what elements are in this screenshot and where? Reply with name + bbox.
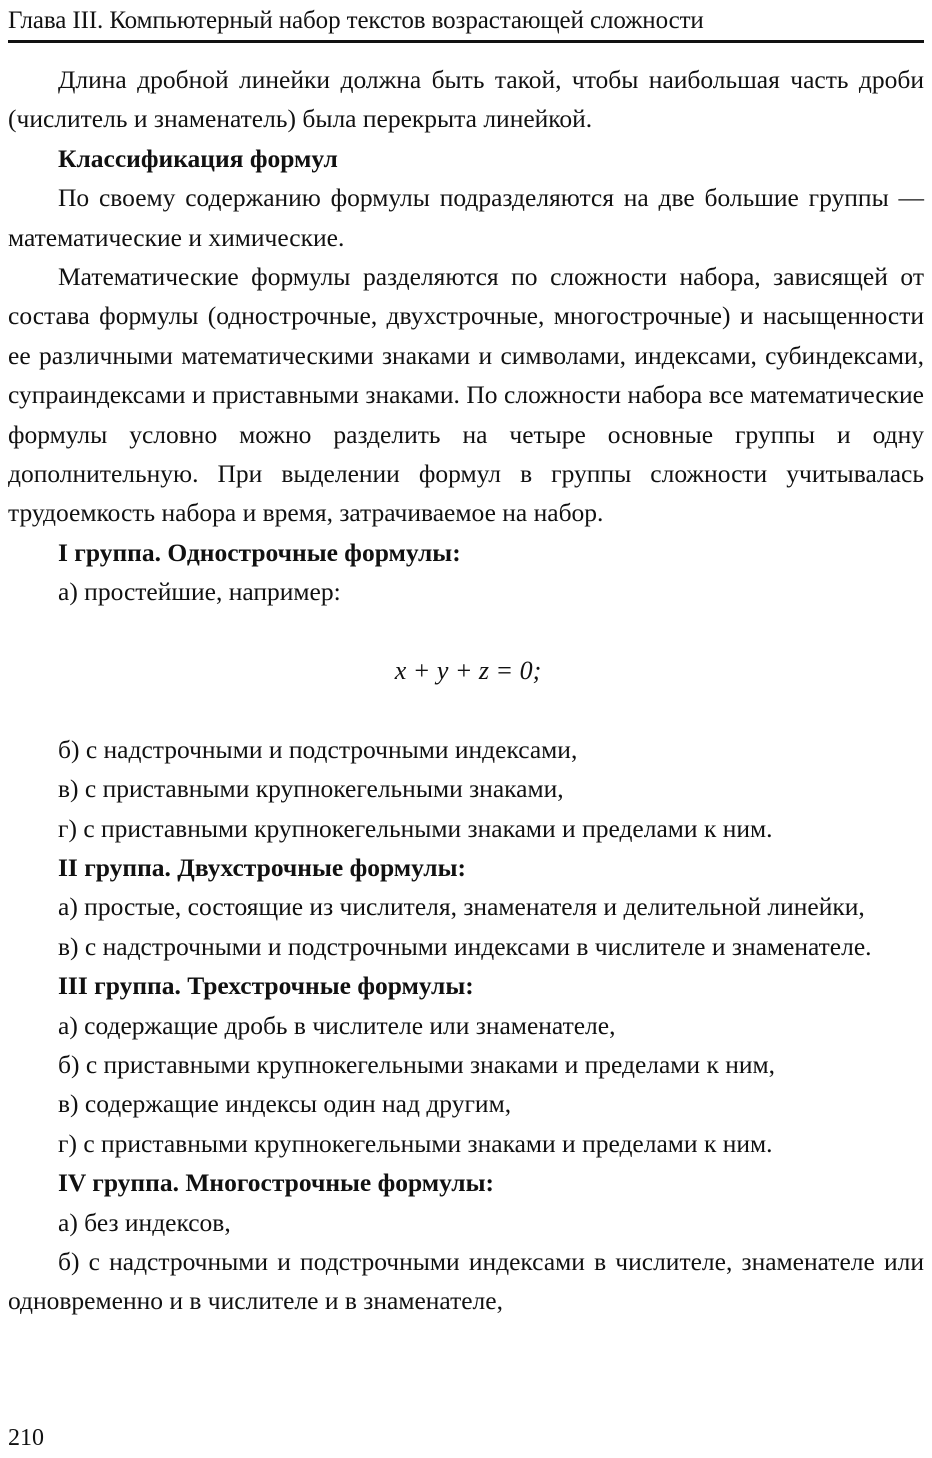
group-4-item-b: б) с надстрочными и подстрочными индексами в числителе, знаменателе или одновременно и в числителе и в знаменателе, — [8, 1246, 924, 1316]
group-3-item-g: г) с приставными крупнокегельными знаками и пределами к ним. — [58, 1128, 773, 1158]
group-3-item-v: в) содержащие индексы один над другим, — [58, 1089, 512, 1119]
group-3-item-a: а) содержащие дробь в числителе или знаменателе, — [58, 1010, 616, 1040]
paragraph-formula-groups: По своему содержанию формулы подразделяются на две большие группы — математические и химические. — [8, 183, 924, 252]
book-page — [8, 0, 924, 1458]
group-3-heading: III группа. Трехстрочные формулы: — [58, 971, 474, 1001]
group-1-item-v: в) с приставными крупнокегельными знаками, — [58, 774, 564, 804]
example-formula: x + y + z = 0; — [394, 655, 542, 685]
group-1-item-b: б) с надстрочными и подстрочными индексами, — [58, 734, 578, 764]
page-number: 210 — [8, 1425, 44, 1451]
group-1-heading: I группа. Однострочные формулы: — [58, 537, 461, 567]
group-1-item-g: г) с приставными крупнокегельными знаками и пределами к ним. — [58, 813, 773, 843]
group-1-item-a: а) простейшие, например: — [58, 577, 341, 607]
group-4-item-a: а) без индексов, — [58, 1207, 231, 1237]
running-head-rule — [8, 40, 924, 43]
paragraph-fraction-rule: Длина дробной линейки должна быть такой, чтобы наибольшая часть дроби (числитель и знаменатель) была перекрыта линейкой. — [8, 65, 924, 134]
page-body — [8, 60, 924, 1321]
group-2-item-v: в) с надстрочными и подстрочными индексами в числителе и знаменателе. — [58, 931, 872, 961]
group-2-heading: II группа. Двухстрочные формулы: — [58, 852, 466, 882]
running-head: Глава III. Компьютерный набор текстов возрастающей сложности — [8, 7, 704, 34]
group-4-heading: IV группа. Многострочные формулы: — [58, 1168, 495, 1198]
section-heading-classification: Классификация формул — [58, 143, 338, 173]
group-3-item-b: б) с приставными крупнокегельными знаками и пределами к ним, — [58, 1049, 776, 1079]
group-2-item-a: а) простые, состоящие из числителя, знаменателя и делительной линейки, — [58, 892, 865, 922]
paragraph-math-formulas: Математические формулы разделяются по сложности набора, зависящей от состава формулы (однострочные, двухстрочные, многострочные) и насыщенности ее различными математическими знаками и символами, индексами, субиндексами, супраиндексами и приставными знаками. По сложности набора все математические формулы условно можно разделить на четыре основные группы и одну дополнительную. При выделении формул в группы сложности учитывалась трудоемкость набора и время, затрачиваемое на набор. — [8, 262, 924, 528]
